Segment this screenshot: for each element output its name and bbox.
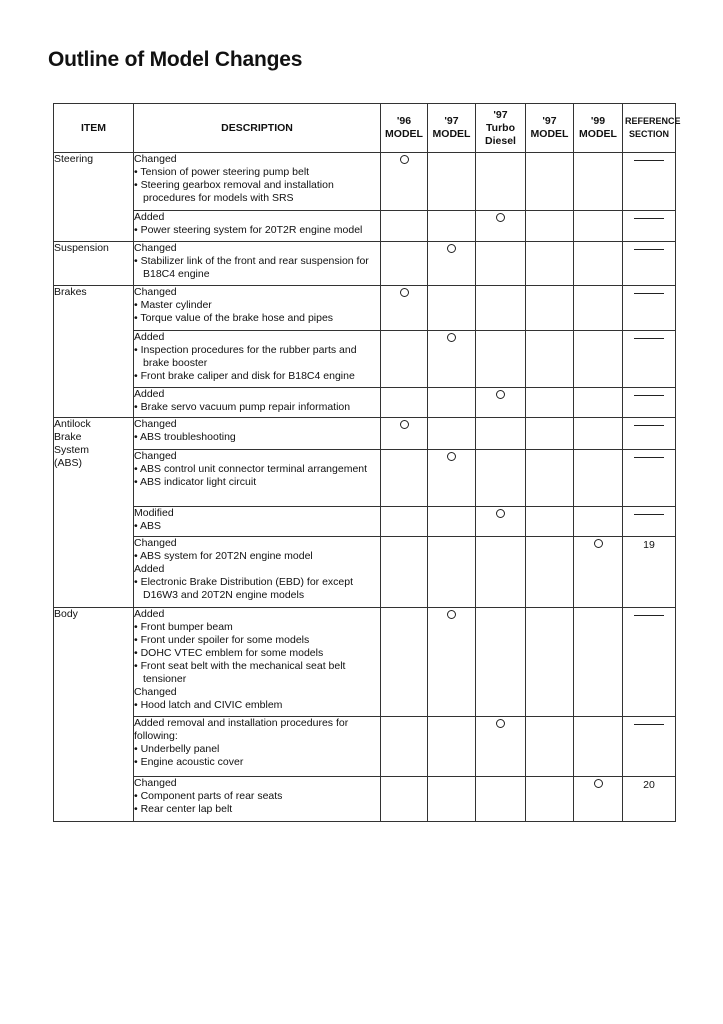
model-cell xyxy=(428,507,476,537)
model-cell xyxy=(476,211,526,242)
model-cell xyxy=(574,242,623,286)
no-reference-dash-icon xyxy=(634,724,664,725)
no-reference-dash-icon xyxy=(634,395,664,396)
applies-circle-icon xyxy=(400,288,409,297)
model-cell xyxy=(574,507,623,537)
bullet-line: • Front bumper beam xyxy=(134,621,233,633)
reference-cell xyxy=(623,777,676,822)
model-cell xyxy=(526,388,574,418)
table-row xyxy=(54,418,676,450)
model-cell xyxy=(476,608,526,717)
model-cell xyxy=(526,418,574,450)
model-cell xyxy=(526,608,574,717)
no-reference-dash-icon xyxy=(634,514,664,515)
model-cell xyxy=(381,777,428,822)
description-cell xyxy=(134,211,381,242)
bullet-line: • Master cylinder xyxy=(134,299,212,311)
applies-circle-icon xyxy=(496,390,505,399)
table-row xyxy=(54,242,676,286)
table-row xyxy=(54,537,676,608)
bullet-line: • Brake servo vacuum pump repair information xyxy=(134,401,351,413)
model-cell xyxy=(476,717,526,777)
bullet-line: • Component parts of rear seats xyxy=(134,790,283,802)
item-cell: Body xyxy=(54,608,134,822)
description-heading: Added xyxy=(134,211,165,223)
model-cell xyxy=(526,777,574,822)
model-cell xyxy=(381,450,428,507)
table-row xyxy=(54,717,676,777)
no-reference-dash-icon xyxy=(634,425,664,426)
bullet-line: • Engine acoustic cover xyxy=(134,756,244,768)
bullet-icon: • xyxy=(134,803,141,815)
header-96-model: '96 MODEL xyxy=(381,104,428,153)
model-cell xyxy=(428,537,476,608)
model-cell xyxy=(381,717,428,777)
description-heading: Added xyxy=(134,388,165,400)
bullet-icon: • xyxy=(134,647,141,659)
bullet-line: • Hood latch and CIVIC emblem xyxy=(134,699,283,711)
model-cell xyxy=(381,331,428,388)
bullet-icon: • xyxy=(134,699,141,711)
reference-cell xyxy=(623,242,676,286)
no-reference-dash-icon xyxy=(634,457,664,458)
description-cell xyxy=(134,450,381,507)
no-reference-dash-icon xyxy=(634,293,664,294)
description-heading: Changed xyxy=(134,286,177,298)
table-row xyxy=(54,388,676,418)
bullet-line: • ABS system for 20T2N engine model xyxy=(134,550,313,562)
description-heading: Changed xyxy=(134,242,177,254)
table-row xyxy=(54,211,676,242)
bullet-line: • ABS xyxy=(134,520,162,532)
description-cell xyxy=(134,537,381,608)
header-97b-model: '97 MODEL xyxy=(526,104,574,153)
bullet-icon: • xyxy=(134,550,141,562)
model-cell xyxy=(381,418,428,450)
table-row xyxy=(54,153,676,211)
bullet-icon: • xyxy=(134,312,141,324)
bullet-icon: • xyxy=(134,660,141,672)
description-cell xyxy=(134,242,381,286)
description-cell xyxy=(134,717,381,777)
reference-cell xyxy=(623,450,676,507)
bullet-icon: • xyxy=(134,634,141,646)
model-cell xyxy=(428,286,476,331)
table-row xyxy=(54,507,676,537)
reference-number: 19 xyxy=(643,539,655,551)
table-row xyxy=(54,450,676,507)
reference-cell xyxy=(623,331,676,388)
model-cell xyxy=(476,286,526,331)
description-heading: Changed xyxy=(134,537,177,549)
description-cell xyxy=(134,608,381,717)
model-cell xyxy=(526,507,574,537)
model-cell xyxy=(428,211,476,242)
header-99-model: '99 MODEL xyxy=(574,104,623,153)
model-cell xyxy=(526,717,574,777)
model-cell xyxy=(428,418,476,450)
model-cell xyxy=(526,450,574,507)
model-cell xyxy=(574,450,623,507)
header-description: DESCRIPTION xyxy=(134,104,381,153)
item-cell: Brakes xyxy=(54,286,134,418)
bullet-icon: • xyxy=(134,476,141,488)
item-cell: Antilock Brake System (ABS) xyxy=(54,418,134,608)
bullet-icon: • xyxy=(134,224,141,236)
model-cell xyxy=(476,418,526,450)
model-cell xyxy=(476,507,526,537)
model-cell xyxy=(574,331,623,388)
bullet-line: • ABS control unit connector terminal arrangement xyxy=(134,463,368,475)
applies-circle-icon xyxy=(447,333,456,342)
model-cell xyxy=(574,211,623,242)
bullet-line: • Power steering system for 20T2R engine model xyxy=(134,224,363,236)
bullet-line: • Inspection procedures for the rubber parts and brake booster xyxy=(134,344,357,369)
no-reference-dash-icon xyxy=(634,338,664,339)
description-cell xyxy=(134,286,381,331)
bullet-icon: • xyxy=(134,255,141,267)
bullet-icon: • xyxy=(134,743,141,755)
model-cell xyxy=(381,537,428,608)
model-cell xyxy=(526,153,574,211)
reference-cell xyxy=(623,537,676,608)
applies-circle-icon xyxy=(496,509,505,518)
description-heading: Added xyxy=(134,608,165,620)
reference-cell xyxy=(623,153,676,211)
model-cell xyxy=(574,608,623,717)
model-cell xyxy=(476,450,526,507)
bullet-icon: • xyxy=(134,463,141,475)
description-heading: Changed xyxy=(134,686,177,698)
bullet-line: • Torque value of the brake hose and pipes xyxy=(134,312,334,324)
model-cell xyxy=(526,242,574,286)
model-cell xyxy=(381,608,428,717)
bullet-line: • Underbelly panel xyxy=(134,743,220,755)
reference-cell xyxy=(623,717,676,777)
bullet-line: • Tension of power steering pump belt xyxy=(134,166,310,178)
model-cell xyxy=(476,331,526,388)
model-cell xyxy=(574,153,623,211)
table-row xyxy=(54,286,676,331)
model-cell xyxy=(476,388,526,418)
table-body xyxy=(54,153,676,822)
description-cell xyxy=(134,153,381,211)
description-cell xyxy=(134,507,381,537)
model-cell xyxy=(476,777,526,822)
reference-cell xyxy=(623,608,676,717)
header-97-turbo-diesel: '97 Turbo Diesel xyxy=(476,104,526,153)
no-reference-dash-icon xyxy=(634,218,664,219)
header-reference-section: REFERENCE SECTION xyxy=(623,104,676,153)
bullet-line: • Front brake caliper and disk for B18C4 engine xyxy=(134,370,355,382)
bullet-icon: • xyxy=(134,431,141,443)
no-reference-dash-icon xyxy=(634,160,664,161)
bullet-icon: • xyxy=(134,179,141,191)
bullet-line: • Front under spoiler for some models xyxy=(134,634,310,646)
bullet-line: • ABS troubleshooting xyxy=(134,431,236,443)
bullet-line: • Electronic Brake Distribution (EBD) for except D16W3 and 20T2N engine models xyxy=(134,576,354,601)
description-heading: Modified xyxy=(134,507,174,519)
bullet-icon: • xyxy=(134,166,141,178)
model-cell xyxy=(428,608,476,717)
applies-circle-icon xyxy=(447,610,456,619)
description-heading: Added removal and installation procedures for following: xyxy=(134,717,349,742)
reference-cell xyxy=(623,418,676,450)
model-cell xyxy=(428,777,476,822)
description-heading: Changed xyxy=(134,450,177,462)
description-cell xyxy=(134,331,381,388)
model-cell xyxy=(574,537,623,608)
model-cell xyxy=(381,153,428,211)
model-cell xyxy=(526,331,574,388)
reference-cell xyxy=(623,507,676,537)
applies-circle-icon xyxy=(496,213,505,222)
bullet-icon: • xyxy=(134,299,141,311)
description-cell xyxy=(134,418,381,450)
description-heading: Changed xyxy=(134,153,177,165)
bullet-line: • Rear center lap belt xyxy=(134,803,233,815)
model-cell xyxy=(381,211,428,242)
model-cell xyxy=(526,537,574,608)
item-cell: Steering xyxy=(54,153,134,242)
bullet-icon: • xyxy=(134,370,141,382)
bullet-icon: • xyxy=(134,344,141,356)
reference-number: 20 xyxy=(643,779,655,791)
model-cell xyxy=(428,153,476,211)
model-cell xyxy=(381,388,428,418)
reference-cell xyxy=(623,211,676,242)
model-cell xyxy=(574,286,623,331)
bullet-line: • ABS indicator light circuit xyxy=(134,476,257,488)
bullet-icon: • xyxy=(134,520,141,532)
model-cell xyxy=(526,211,574,242)
table-row xyxy=(54,777,676,822)
model-cell xyxy=(381,286,428,331)
model-cell xyxy=(381,507,428,537)
no-reference-dash-icon xyxy=(634,249,664,250)
model-cell xyxy=(381,242,428,286)
applies-circle-icon xyxy=(496,719,505,728)
bullet-line: • Stabilizer link of the front and rear suspension for B18C4 engine xyxy=(134,255,369,280)
bullet-icon: • xyxy=(134,621,141,633)
applies-circle-icon xyxy=(400,155,409,164)
table-row xyxy=(54,608,676,717)
model-cell xyxy=(574,777,623,822)
model-cell xyxy=(476,242,526,286)
model-cell xyxy=(476,153,526,211)
model-cell xyxy=(428,388,476,418)
bullet-line: • Steering gearbox removal and installation procedures for models with SRS xyxy=(134,179,334,204)
model-cell xyxy=(526,286,574,331)
model-cell xyxy=(574,388,623,418)
applies-circle-icon xyxy=(447,452,456,461)
model-cell xyxy=(428,450,476,507)
table-row xyxy=(54,331,676,388)
applies-circle-icon xyxy=(594,539,603,548)
header-97-model: '97 MODEL xyxy=(428,104,476,153)
bullet-line: • DOHC VTEC emblem for some models xyxy=(134,647,324,659)
bullet-icon: • xyxy=(134,790,141,802)
description-heading: Changed xyxy=(134,418,177,430)
bullet-icon: • xyxy=(134,576,141,588)
bullet-icon: • xyxy=(134,401,141,413)
model-changes-table xyxy=(53,103,681,822)
model-cell xyxy=(428,717,476,777)
no-reference-dash-icon xyxy=(634,615,664,616)
item-cell: Suspension xyxy=(54,242,134,286)
applies-circle-icon xyxy=(447,244,456,253)
model-cell xyxy=(428,242,476,286)
page-title: Outline of Model Changes xyxy=(48,48,303,71)
description-cell xyxy=(134,388,381,418)
model-cell xyxy=(476,537,526,608)
description-heading: Changed xyxy=(134,777,177,789)
bullet-line: • Front seat belt with the mechanical seat belt tensioner xyxy=(134,660,346,685)
description-heading: Added xyxy=(134,563,165,575)
model-cell xyxy=(428,331,476,388)
header-item: ITEM xyxy=(54,104,134,153)
description-cell xyxy=(134,777,381,822)
reference-cell xyxy=(623,286,676,331)
description-heading: Added xyxy=(134,331,165,343)
bullet-icon: • xyxy=(134,756,141,768)
header-row xyxy=(54,104,676,153)
applies-circle-icon xyxy=(400,420,409,429)
model-cell xyxy=(574,418,623,450)
applies-circle-icon xyxy=(594,779,603,788)
reference-cell xyxy=(623,388,676,418)
model-cell xyxy=(574,717,623,777)
